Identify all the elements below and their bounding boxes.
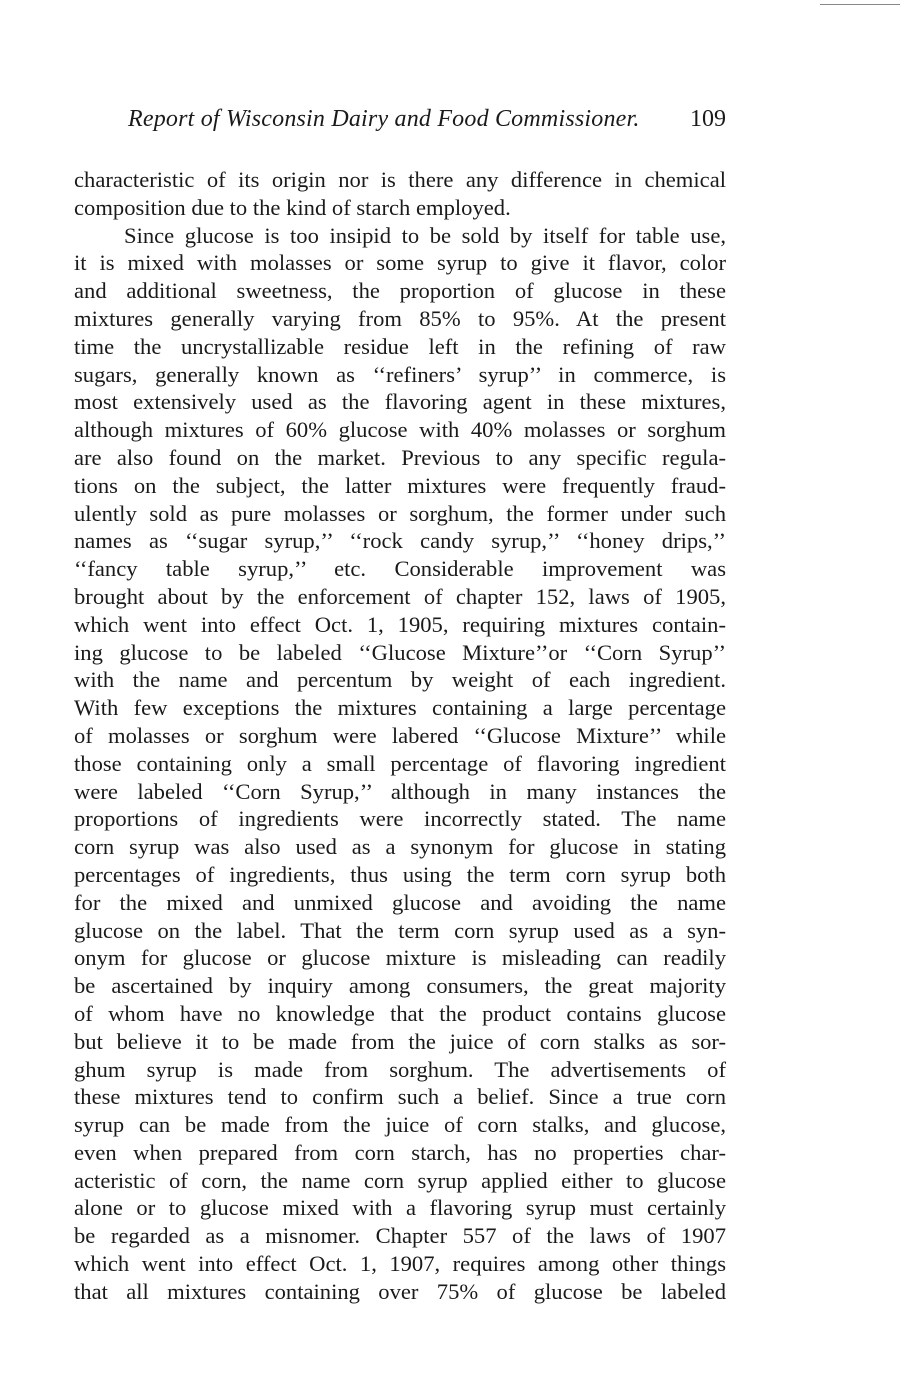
text-line: composition due to the kind of starch employed. [74,194,511,220]
text-line: brought about by the enforcement of chapter 152, laws of 1905, [74,583,726,609]
text-line: with the name and percentum by weight of each ingredient. [74,667,726,693]
text-line: mixtures generally varying from 85% to 95%. At the present [74,305,726,331]
text-line: that all mixtures containing over 75% of glucose be labeled [74,1278,726,1304]
text-line: corn syrup was also used as a synonym for glucose in stating [74,834,726,860]
text-line: of whom have no knowledge that the product contains glucose [74,1000,726,1026]
text-line: proportions of ingredients were incorrectly stated. The name [74,806,726,832]
running-header [74,106,726,140]
paragraph [74,166,726,222]
text-line: of molasses or sorghum were labered ‘‘Glucose Mixture’’ while [74,722,726,748]
text-line: be regarded as a misnomer. Chapter 557 of the laws of 1907 [74,1223,726,1249]
text-line: time the uncrystallizable residue left in the refining of raw [74,333,726,359]
page-edge-rule [820,4,900,5]
text-line: but believe it to be made from the juice of corn stalks as sor- [74,1028,726,1054]
text-line: tions on the subject, the latter mixtures were frequently fraud- [74,472,726,498]
text-line: ulently sold as pure molasses or sorghum, the former under such [74,500,726,526]
text-line: Since glucose is too insipid to be sold by itself for table use, [124,222,726,248]
text-line: characteristic of its origin nor is there any difference in chemical [74,167,726,192]
text-line: percentages of ingredients, thus using the term corn syrup both [74,861,726,887]
text-line: ing glucose to be labeled ‘‘Glucose Mixture’’or ‘‘Corn Syrup’’ [74,639,726,665]
text-line: ‘‘fancy table syrup,’’ etc. Considerable improvement was [74,556,726,582]
text-line: and additional sweetness, the proportion of glucose in these [74,278,726,304]
text-line: these mixtures tend to confirm such a belief. Since a true corn [74,1084,726,1110]
page-number: 109 [690,106,726,132]
paragraph [74,222,726,1306]
body-text [74,166,726,1306]
text-line: acteristic of corn, the name corn syrup applied either to glucose [74,1167,726,1193]
text-line: syrup can be made from the juice of corn stalks, and glucose, [74,1112,726,1138]
text-line: even when prepared from corn starch, has no properties char- [74,1139,726,1165]
text-line: onym for glucose or glucose mixture is misleading can readily [74,945,726,971]
text-line: are also found on the market. Previous to any specific regula- [74,444,726,470]
text-line: for the mixed and unmixed glucose and avoiding the name [74,889,726,915]
text-line: were labeled ‘‘Corn Syrup,’’ although in many instances the [74,778,726,804]
text-line: which went into effect Oct. 1, 1905, requiring mixtures contain- [74,611,726,637]
text-line: be ascertained by inquiry among consumers, the great majority [74,973,726,999]
text-line: names as ‘‘sugar syrup,’’ ‘‘rock candy syrup,’’ ‘‘honey drips,’’ [74,528,726,554]
text-line: With few exceptions the mixtures containing a large percentage [74,695,726,721]
text-line: most extensively used as the flavoring agent in these mixtures, [74,389,726,415]
text-line: those containing only a small percentage of flavoring ingredient [74,750,726,776]
text-line: it is mixed with molasses or some syrup to give it flavor, color [74,250,726,276]
text-line: glucose on the label. That the term corn syrup used as a syn- [74,917,726,943]
text-line: although mixtures of 60% glucose with 40% molasses or sorghum [74,417,726,443]
header-title: Report of Wisconsin Dairy and Food Commissioner. [128,106,640,132]
text-line: sugars, generally known as ‘‘refiners’ syrup’’ in commerce, is [74,361,726,387]
text-line: alone or to glucose mixed with a flavoring syrup must certainly [74,1195,726,1221]
text-line: which went into effect Oct. 1, 1907, requires among other things [74,1251,726,1277]
text-line: ghum syrup is made from sorghum. The advertisements of [74,1056,726,1082]
